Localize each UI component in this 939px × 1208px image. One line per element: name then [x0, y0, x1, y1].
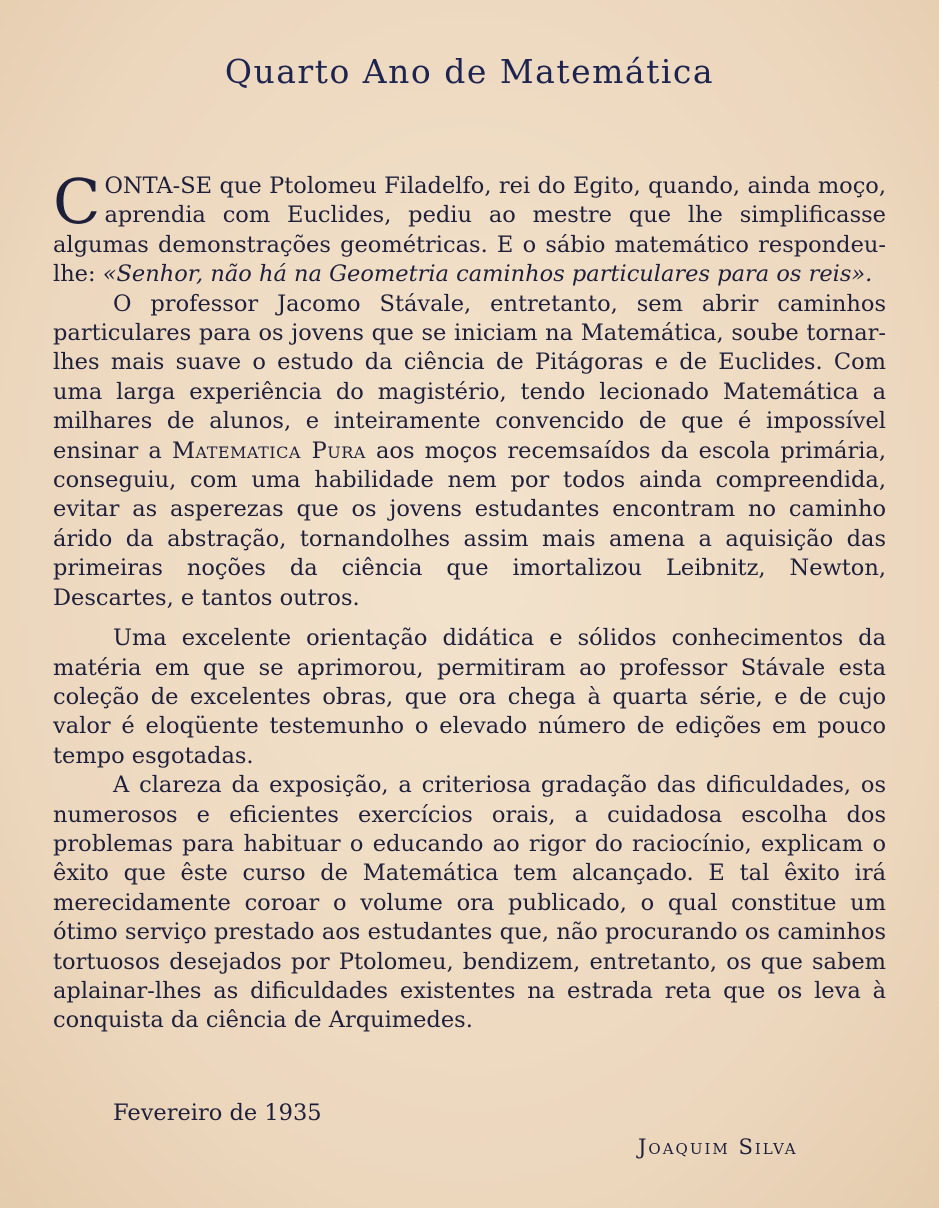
- paragraph-1-lead: ONTA-SE: [104, 173, 213, 199]
- drop-cap: C: [53, 165, 101, 238]
- author-signature: Joaquim Silva: [638, 1135, 798, 1159]
- date-line: Fevereiro de 1935: [113, 1100, 322, 1126]
- king-quote: «Senhor, não há na Geometria caminhos particulares para os reis».: [102, 261, 873, 288]
- paragraph-2: [53, 290, 886, 613]
- paragraph-2-before: O professor Jacomo Stávale, entretanto, sem abrir caminhos particulares para os jovens que se iniciam na Matemática, soube tornar-lhes mais suave o estudo da ciência de Pitágoras e de Euclides. Com uma larga experiência do magistério, tendo lecionado Matemática a milhares de alunos, e inteiramente convencido de que é impossível ensinar a: [53, 290, 886, 464]
- paragraph-2-after: aos moços recemsaídos da escola primária, conseguiu, com uma habilidade nem por todos ainda compreendida, evitar as asperezas que os jovens estudantes encontram no caminho árido da abstração, tornandolhes assim mais amena a aquisição das primeiras noções da ciência que imortalizou Leibnitz, Newton, Descartes, e tantos outros.: [53, 437, 886, 611]
- paragraph-4: A clareza da exposição, a criteriosa gradação das dificuldades, os numerosos e eficientes exercícios orais, a cuidadosa escolha dos problemas para habituar o educando ao rigor do raciocínio, explicam o êxito que êste curso de Matemática tem alcançado. E tal êxito irá merecidamente coroar o volume ora publicado, o qual constitue um ótimo serviço prestado aos estudantes que, não procurando os caminhos tortuosos desejados por Ptolomeu, bendizem, entretanto, os que sabem aplainar-lhes as dificuldades existentes na estrada reta que os leva à conquista da ciência de Arquimedes.: [53, 772, 886, 1034]
- paragraph-1: [53, 165, 886, 290]
- page-title: Quarto Ano de Matemática: [224, 52, 715, 91]
- paragraph-1-text: que Ptolomeu Filadelfo, rei do Egito, quando, ainda moço, aprendia com Euclides, pediu ao mestre que lhe simplificasse algumas demonstrações geométricas. E o sábio matemático respondeu-lhe:: [53, 173, 886, 288]
- paragraph-3: Uma excelente orientação didática e sólidos conhecimentos da matéria em que se aprimorou, permitiram ao professor Stávale esta coleção de excelentes obras, que ora chega à quarta série, e de cujo valor é eloqüente testemunho o elevado número de edições em pouco tempo esgotadas.: [53, 625, 886, 769]
- preface-body: [53, 165, 886, 1036]
- matematica-pura: Matematica Pura: [171, 437, 366, 464]
